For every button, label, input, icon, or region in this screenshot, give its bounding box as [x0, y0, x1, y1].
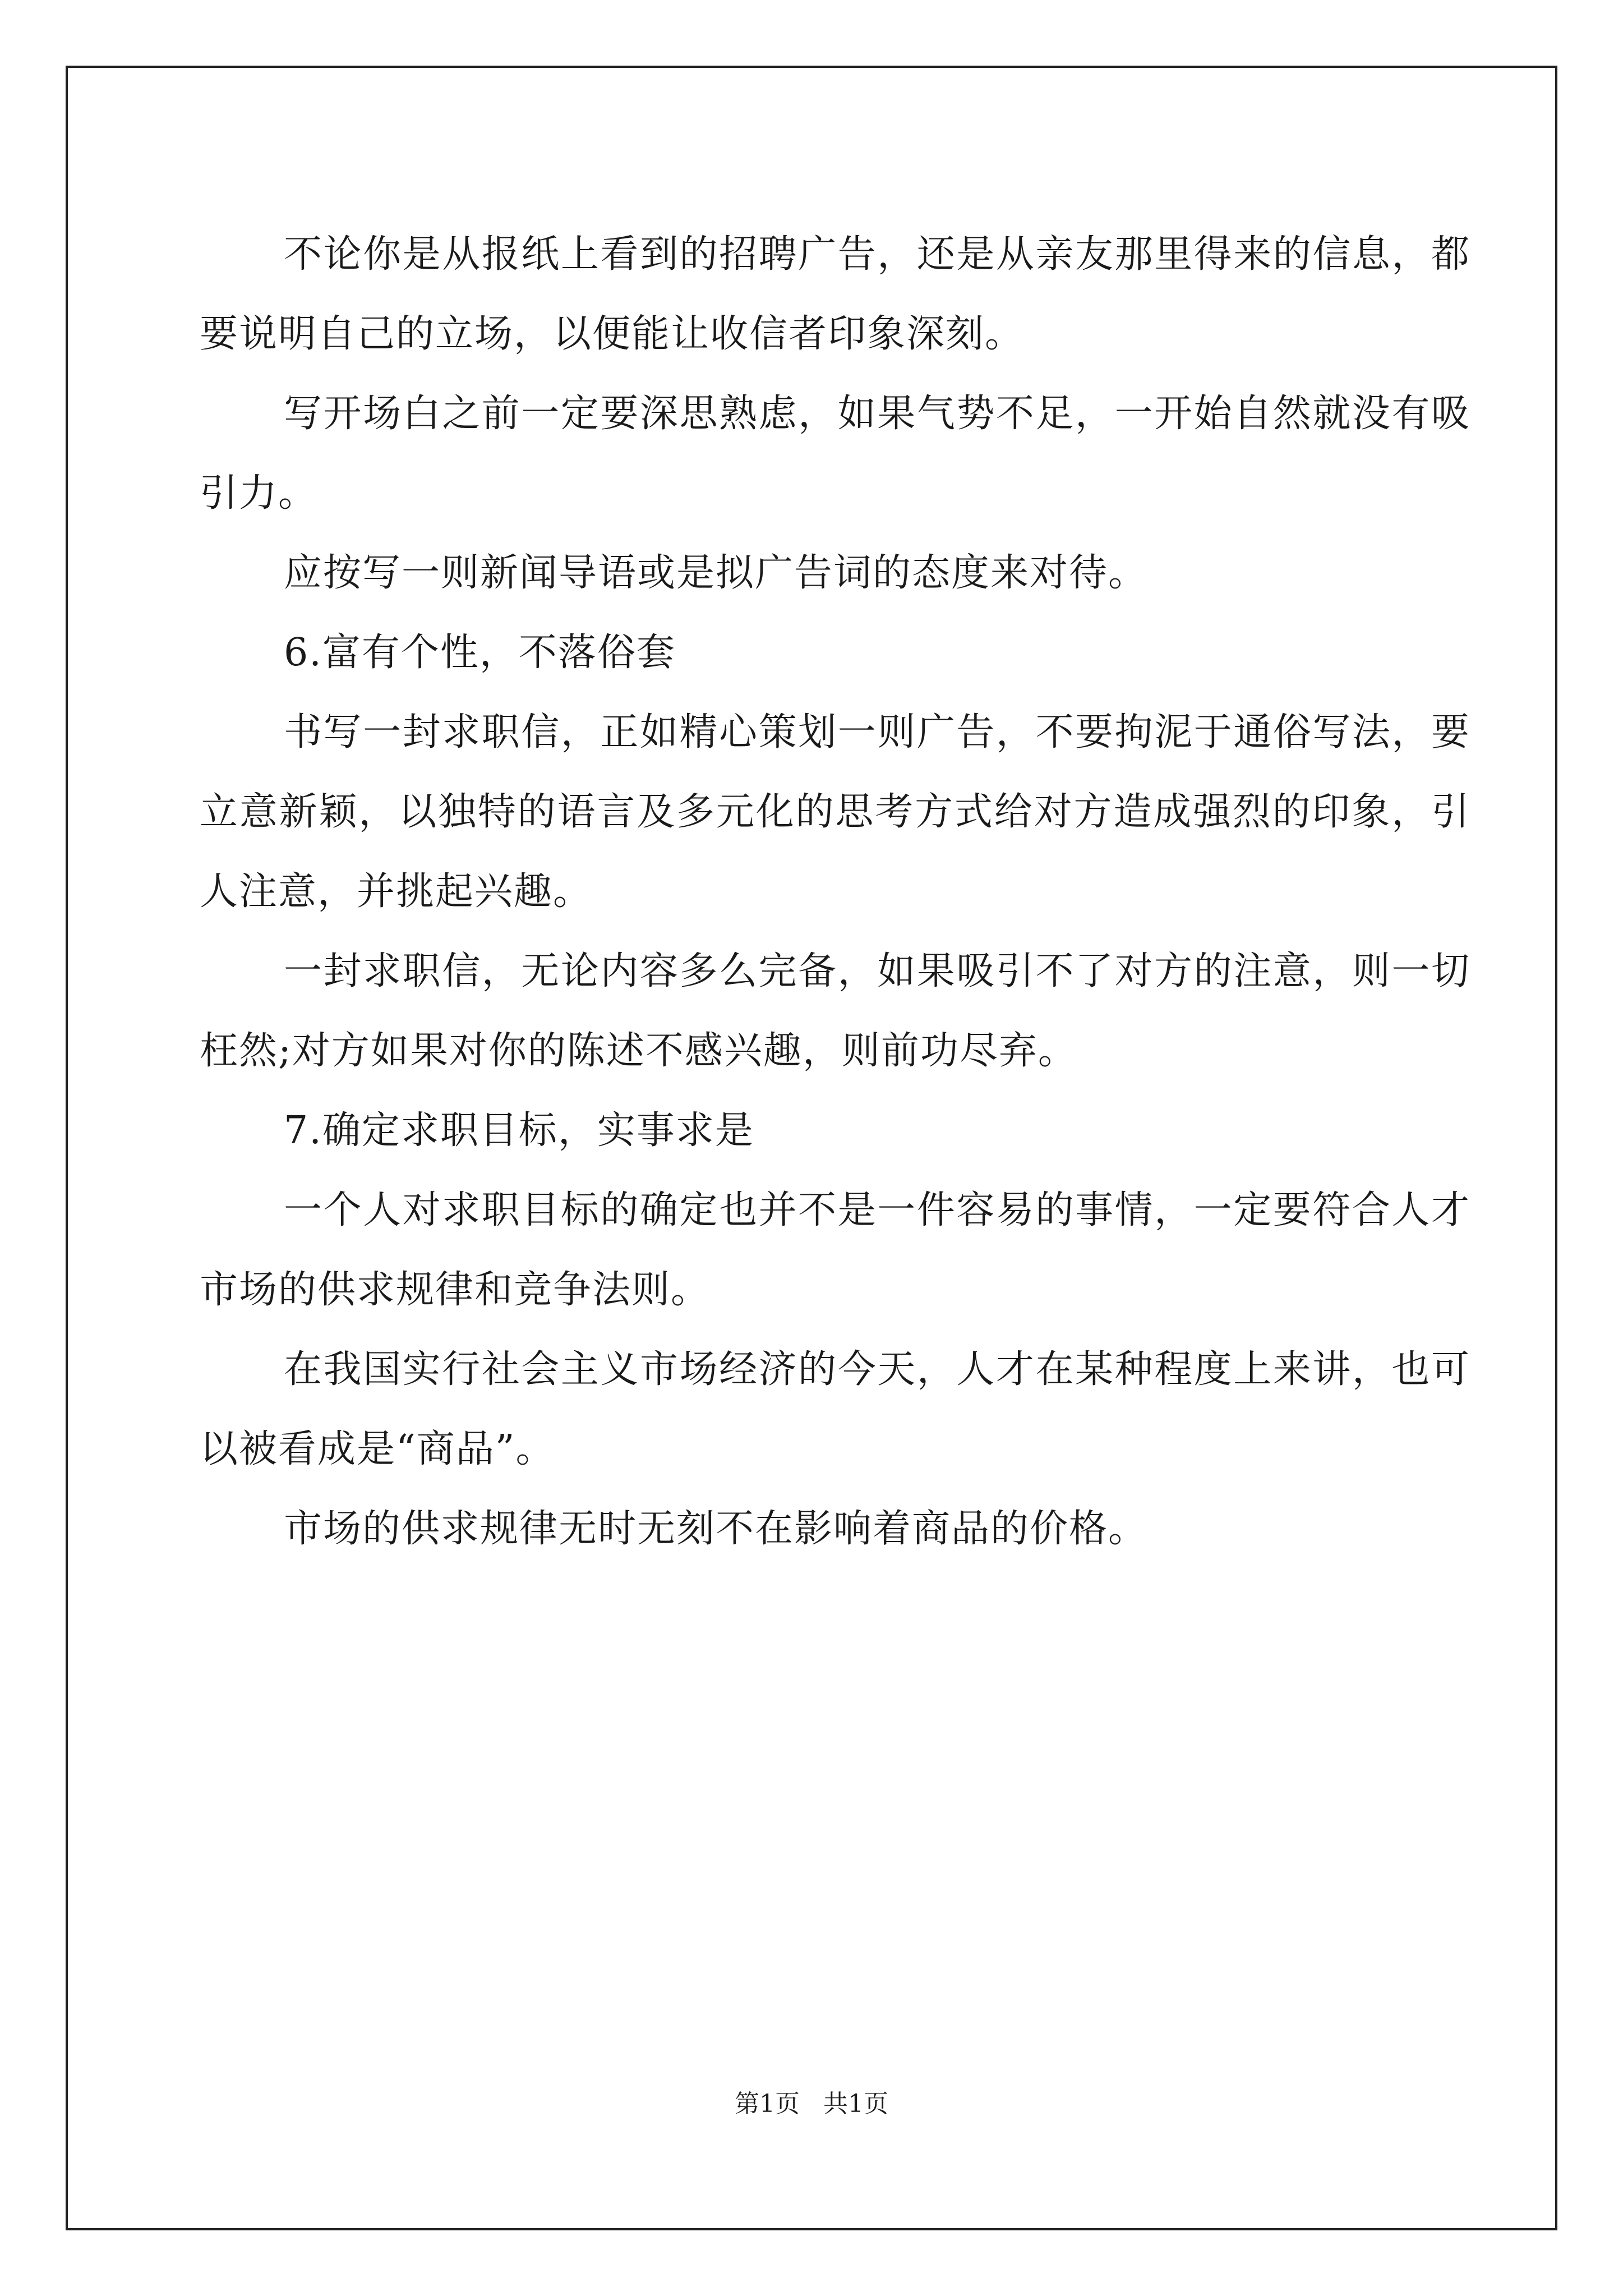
- paragraph: 一个人对求职目标的确定也并不是一件容易的事情，一定要符合人才市场的供求规律和竞争法则。: [200, 1188, 1470, 1312]
- page-number: 第1页: [735, 2090, 800, 2118]
- section-heading: 6.富有个性，不落俗套: [284, 631, 676, 675]
- paragraph: 应按写一则新闻导语或是拟广告词的态度来对待。: [284, 551, 1148, 595]
- paragraph: 在我国实行社会主义市场经济的今天，人才在某种程度上来讲，也可以被看成是“商品”。: [200, 1347, 1470, 1471]
- page-total: 共1页: [823, 2090, 888, 2118]
- paragraph: 不论你是从报纸上看到的招聘广告，还是从亲友那里得来的信息，都要说明自己的立场，以便能让收信者印象深刻。: [200, 232, 1470, 356]
- paragraph: 一封求职信，无论内容多么完备，如果吸引不了对方的注意，则一切枉然;对方如果对你的陈述不感兴趣，则前功尽弃。: [200, 949, 1470, 1073]
- section-heading: 7.确定求职目标，实事求是: [284, 1108, 754, 1153]
- paragraph: 市场的供求规律无时无刻不在影响着商品的价格。: [284, 1507, 1148, 1551]
- page-footer: [0, 2087, 1623, 2121]
- document-body: [200, 215, 1470, 1569]
- paragraph: 书写一封求职信，正如精心策划一则广告，不要拘泥于通俗写法，要立意新颖，以独特的语言及多元化的思考方式给对方造成强烈的印象，引人注意，并挑起兴趣。: [200, 710, 1470, 914]
- paragraph: 写开场白之前一定要深思熟虑，如果气势不足，一开始自然就没有吸引力。: [200, 392, 1470, 516]
